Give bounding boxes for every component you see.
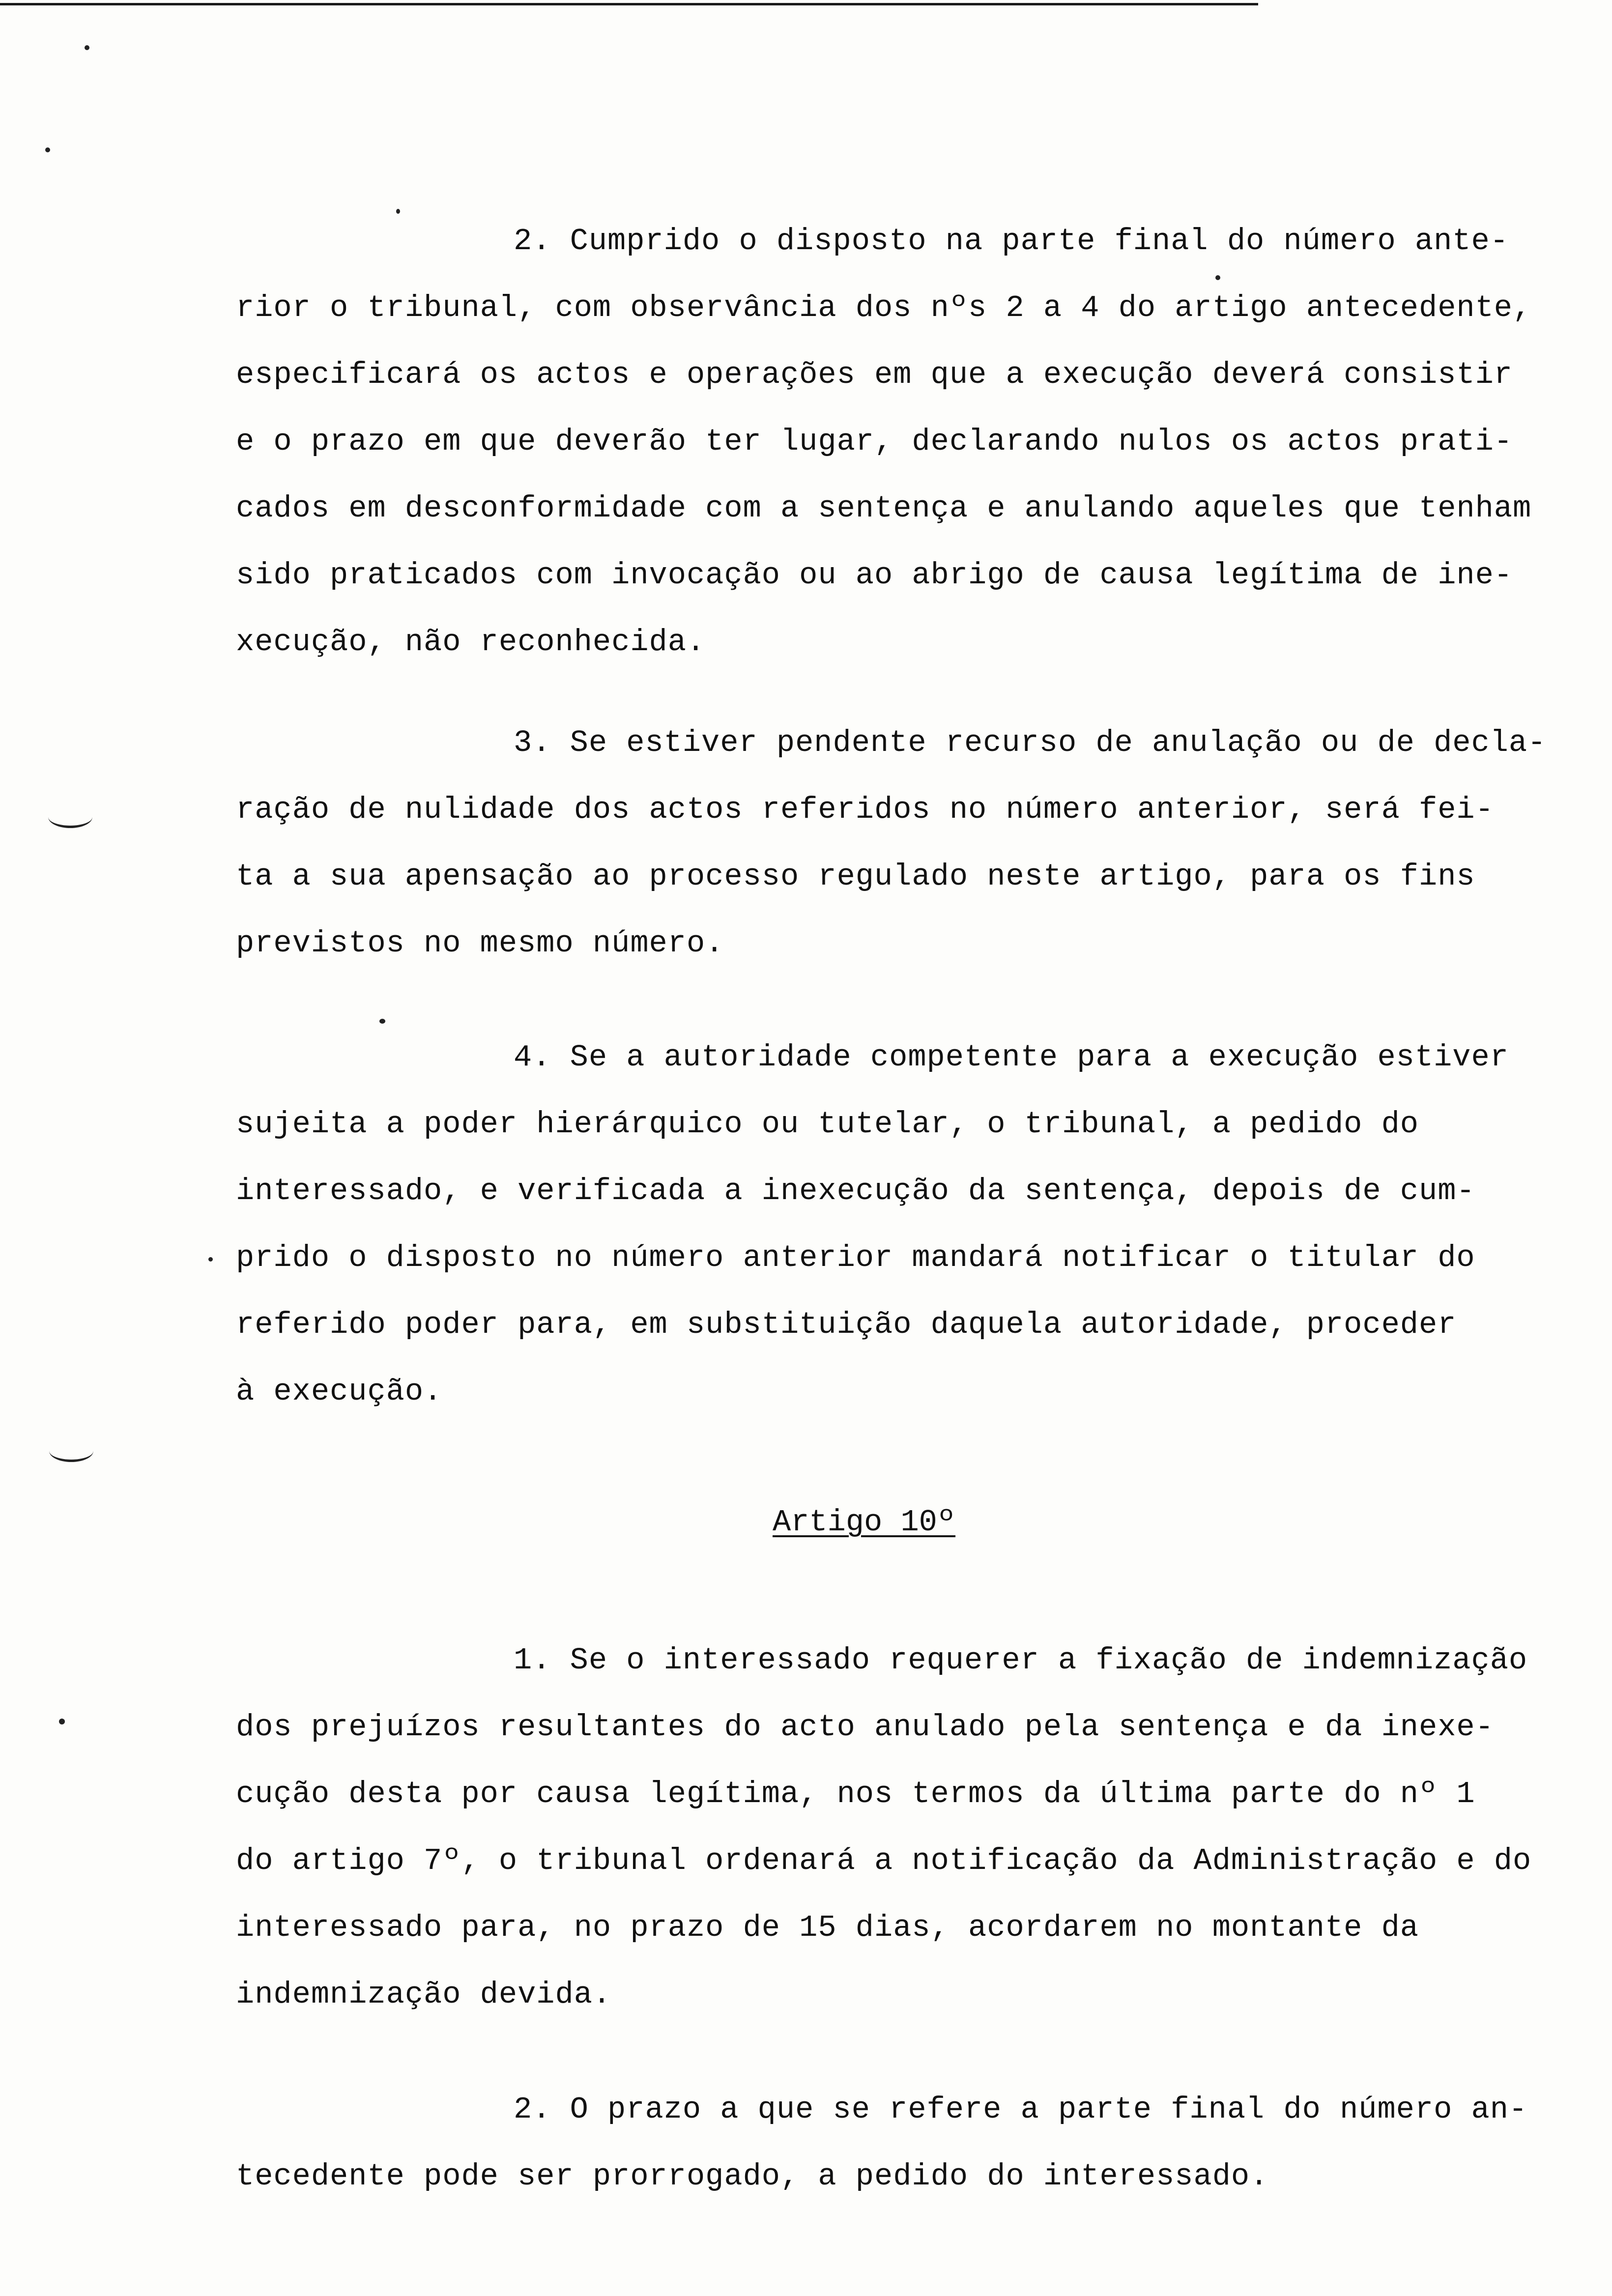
article-heading: Artigo 10º: [773, 1505, 956, 1540]
text-line: e o prazo em que deverão ter lugar, declarando nulos os actos prati-: [236, 424, 1513, 459]
text-line: cução desta por causa legítima, nos termos da última parte do nº 1: [236, 1777, 1475, 1811]
scan-artifact-mark: [49, 1440, 93, 1462]
text-line: 1. Se o interessado requerer a fixação de indemnização: [514, 1643, 1528, 1678]
scan-artifact-dot: [396, 209, 400, 214]
text-line: tecedente pode ser prorrogado, a pedido do interessado.: [236, 2159, 1269, 2194]
scan-artifact-dot: [85, 45, 89, 50]
text-line: sido praticados com invocação ou ao abrigo de causa legítima de ine-: [236, 558, 1513, 593]
text-line: especificará os actos e operações em que a execução deverá consistir: [236, 357, 1513, 392]
text-line: interessado para, no prazo de 15 dias, acordarem no montante da: [236, 1910, 1419, 1945]
scan-artifact-dot: [1215, 275, 1220, 280]
text-line: previstos no mesmo número.: [236, 926, 724, 961]
text-line: ração de nulidade dos actos referidos no número anterior, será fei-: [236, 792, 1494, 827]
article-10-paragraph-2: [236, 2076, 1612, 2210]
text-line: 3. Se estiver pendente recurso de anulação ou de decla-: [514, 725, 1547, 760]
scan-artifact-dot: [59, 1719, 65, 1724]
text-line: cados em desconformidade com a sentença e anulando aqueles que tenham: [236, 491, 1532, 526]
paragraph-3: [236, 710, 1612, 977]
text-line: dos prejuízos resultantes do acto anulado pela sentença e da inexe-: [236, 1710, 1494, 1745]
scan-artifact-dot: [379, 1019, 385, 1024]
text-line: xecução, não reconhecida.: [236, 625, 706, 660]
text-line: referido poder para, em substituição daquela autoridade, proceder: [236, 1307, 1457, 1342]
text-line: 4. Se a autoridade competente para a execução estiver: [514, 1040, 1509, 1075]
text-line: à execução.: [236, 1374, 443, 1409]
text-line: sujeita a poder hierárquico ou tutelar, o tribunal, a pedido do: [236, 1107, 1419, 1142]
paragraph-4: [236, 1024, 1612, 1425]
article-10-paragraph-1: [236, 1627, 1612, 2028]
text-line: rior o tribunal, com observância dos nºs 2 a 4 do artigo antecedente,: [236, 290, 1532, 325]
scan-artifact-dot: [208, 1257, 213, 1262]
text-line: do artigo 7º, o tribunal ordenará a notificação da Administração e do: [236, 1843, 1532, 1878]
text-line: 2. Cumprido o disposto na parte final do número ante-: [514, 224, 1509, 258]
text-line: prido o disposto no número anterior mandará notificar o titular do: [236, 1240, 1475, 1275]
top-border-line: [0, 3, 1258, 5]
text-line: interessado, e verificada a inexecução da sentença, depois de cum-: [236, 1174, 1475, 1208]
text-line: ta a sua apensação ao processo regulado neste artigo, para os fins: [236, 859, 1475, 894]
scan-artifact-dot: [45, 147, 50, 152]
paragraph-2: [236, 208, 1612, 676]
text-line: 2. O prazo a que se refere a parte final do número an-: [514, 2092, 1528, 2127]
text-line: indemnização devida.: [236, 1977, 612, 2012]
scan-artifact-mark: [48, 806, 92, 828]
